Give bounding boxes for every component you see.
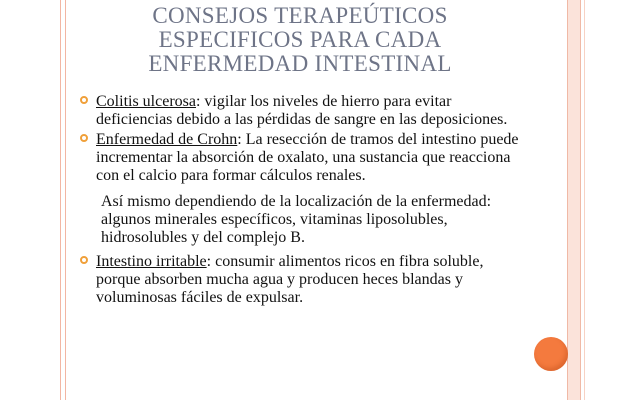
bullet-item-colitis <box>80 93 520 129</box>
bullet-text: : consumir alimentos ricos en fibra soluble, porque absorben mucha agua y producen heces blandas y voluminosas fáciles de expulsar. <box>96 253 484 306</box>
extra-paragraph: Así mismo dependiendo de la localización de la enfermedad: algunos minerales específicos, vitaminas liposolubles, hidrosolubles y del complejo B. <box>101 193 492 246</box>
slide-title <box>80 4 520 76</box>
right-band-line <box>584 0 585 400</box>
bullet-item-crohn <box>80 131 520 185</box>
left-border-line-outer <box>60 0 61 400</box>
bullet-icon <box>80 256 88 264</box>
title-line: ENFERMEDAD INTESTINAL <box>148 51 452 76</box>
slide-content <box>80 93 520 309</box>
title-line: CONSEJOS TERAPEÚTICOS <box>152 3 448 28</box>
bullet-term: Enfermedad de Crohn <box>96 131 238 148</box>
right-band-line <box>580 0 581 400</box>
orange-circle-decoration <box>534 337 568 371</box>
bullet-icon <box>80 96 88 104</box>
right-decorative-band <box>568 0 580 400</box>
bullet-item-irritable <box>80 253 520 307</box>
bullet-text: : La resección de tramos del intestino puede incrementar la absorción de oxalato, una sustancia que reacciona con el calcio para formar cálculos renales. <box>96 131 519 184</box>
bullet-term: Intestino irritable <box>96 253 207 270</box>
left-border-line-inner <box>65 0 66 400</box>
bullet-icon <box>80 134 88 142</box>
bullet-term: Colitis ulcerosa <box>96 93 196 110</box>
bullet-text: : vigilar los niveles de hierro para evitar deficiencias debido a las pérdidas de sangre en las deposiciones. <box>96 93 508 128</box>
title-line: ESPECIFICOS PARA CADA <box>158 27 442 52</box>
